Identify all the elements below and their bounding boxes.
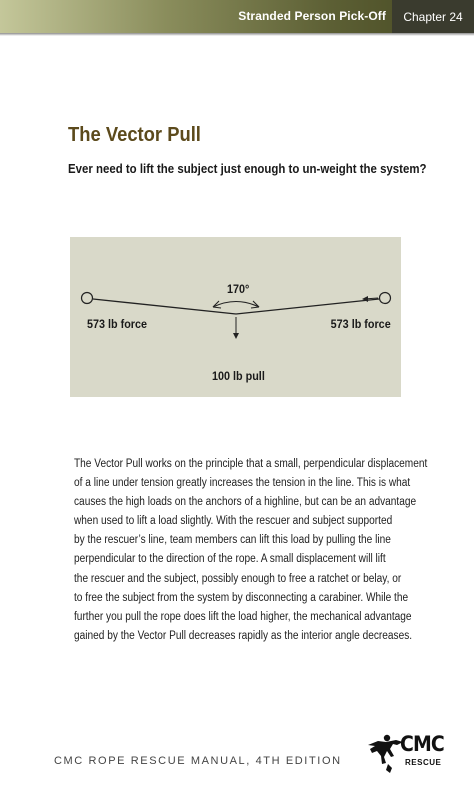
body-line: by the rescuer’s line, team members can lift this load by pulling the line bbox=[74, 534, 391, 547]
page-title: The Vector Pull bbox=[68, 124, 201, 146]
page-subtitle: Ever need to lift the subject just enough to un-weight the system? bbox=[68, 161, 427, 176]
body-line: the rescuer and the subject, possibly enough to free a ratchet or belay, or bbox=[74, 572, 402, 585]
body-paragraph bbox=[74, 455, 446, 646]
angle-arc bbox=[213, 302, 259, 308]
footer-manual-title: CMC ROPE RESCUE MANUAL, 4TH EDITION bbox=[54, 755, 342, 767]
angle-label: 170° bbox=[227, 282, 250, 296]
pull-arrow-down-icon bbox=[233, 333, 239, 339]
logo-subtext: RESCUE bbox=[405, 758, 442, 767]
vector-pull-diagram bbox=[70, 237, 401, 397]
pull-label: 100 lb pull bbox=[212, 369, 265, 383]
body-line: gained by the Vector Pull decreases rapidly as the interior angle decreases. bbox=[74, 629, 413, 642]
body-line: causes the high loads on the anchors of a highline, but can be an advantage bbox=[74, 496, 417, 509]
right-anchor-icon bbox=[380, 293, 391, 304]
body-line: to free the subject from the system by disconnecting a carabiner. While the bbox=[74, 591, 409, 604]
body-line: further you pull the rope does lift the load higher, the mechanical advantage bbox=[74, 610, 412, 623]
body-line: The Vector Pull works on the principle that a small, perpendicular displacement bbox=[74, 458, 428, 470]
cmc-rescue-logo bbox=[366, 730, 452, 774]
body-line: perpendicular to the direction of the rope. A small displacement will lift bbox=[74, 553, 386, 566]
chapter-tab: Chapter 24 bbox=[392, 0, 474, 33]
left-force-label: 573 lb force bbox=[87, 317, 148, 331]
left-anchor-icon bbox=[82, 293, 93, 304]
logo-wordmark: CMC bbox=[400, 732, 444, 756]
body-line: of a line under tension greatly increases the tension in the line. This is what bbox=[74, 477, 411, 490]
right-force-label: 573 lb force bbox=[330, 317, 391, 331]
body-line: when used to lift a load slightly. With the rescuer and subject supported bbox=[74, 515, 393, 528]
section-title: Stranded Person Pick-Off bbox=[238, 9, 386, 23]
header-bar bbox=[0, 0, 474, 33]
